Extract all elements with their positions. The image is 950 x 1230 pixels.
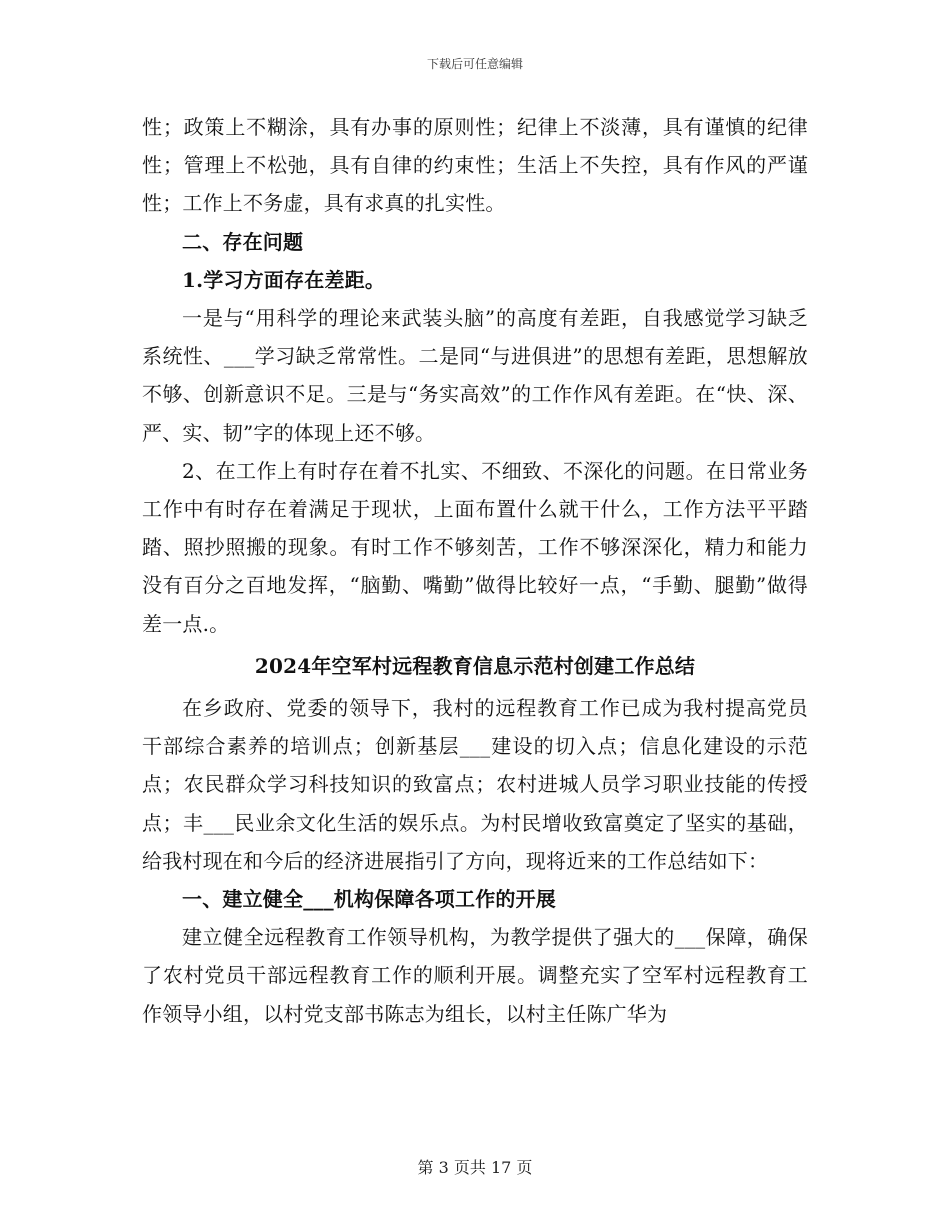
- document-title: 2024年空军村远程教育信息示范村创建工作总结: [254, 653, 696, 678]
- section-heading-organization: 一、建立健全___机构保障各项工作的开展: [182, 887, 556, 912]
- paragraph-intro: 在乡政府、党委的领导下，我村的远程教育工作已成为我村提高党员干部综合素养的培训点；创新基层___建设的切入点；信息化建设的示范点；农民群众学习科技知识的致富点；农村进城人员学习职业技能的传授点；丰___民业余文化生活的娱乐点。为村民增收致富奠定了坚实的基础，给我村现在和今后的经济进展指引了方向，现将近来的工作总结如下：: [142, 696, 808, 873]
- paragraph-work-issues: 2、在工作上有时存在着不扎实、不细致、不深化的问题。在日常业务工作中有时存在着满足于现状，上面布置什么就干什么，工作方法平平踏踏、照抄照搬的现象。有时工作不够刻苦，工作不够深深化，精力和能力没有百分之百地发挥，“脑勤、嘴勤”做得比较好一点，“手勤、腿勤”做得差一点.。: [142, 458, 808, 636]
- paragraph-study-gaps: 一是与“用科学的理论来武装头脑”的高度有差距，自我感觉学习缺乏系统性、___学习缺乏常常性。二是同“与进俱进”的思想有差距，思想解放不够、创新意识不足。三是与“务实高效”的工作作风有差距。在“快、深、严、实、韧”字的体现上还不够。: [142, 306, 808, 445]
- page-header: 下载后可任意编辑: [426, 57, 523, 71]
- paragraph-organization: 建立健全远程教育工作领导机构，为教学提供了强大的___保障，确保了农村党员干部远程教育工作的顺利开展。调整充实了空军村远程教育工作领导小组，以村党支部书陈志为组长，以村主任陈广华为: [142, 925, 808, 1026]
- subsection-heading-study: 1.学习方面存在差距。: [182, 267, 386, 292]
- section-heading-problems: 二、存在问题: [182, 229, 304, 254]
- page-number: 第 3 页共 17 页: [417, 1158, 533, 1177]
- paragraph-continued: 性；政策上不糊涂，具有办事的原则性；纪律上不淡薄，具有谨慎的纪律性；管理上不松弛，具有自律的约束性；生活上不失控，具有作风的严谨性；工作上不务虚，具有求真的扎实性。: [142, 115, 808, 216]
- document-body: [142, 108, 808, 1033]
